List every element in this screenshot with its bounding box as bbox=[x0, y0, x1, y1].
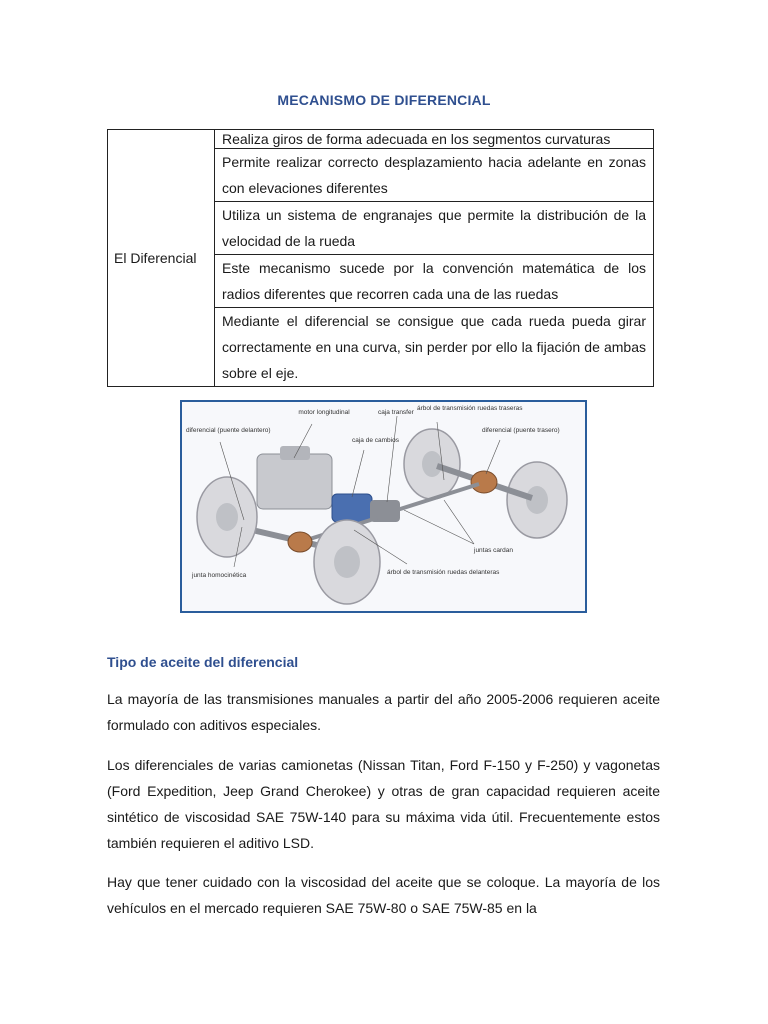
table-row: Mediante el diferencial se consigue que cada rueda pueda girar correctamente en una curva, sin perder por ello la fijación de ambas sobre el eje. bbox=[215, 308, 654, 387]
label-arbol-delanteras: árbol de transmisión ruedas delanteras bbox=[387, 569, 500, 576]
page-title: MECANISMO DE DIFERENCIAL bbox=[277, 92, 491, 108]
differential-table bbox=[107, 129, 654, 387]
section-heading: Tipo de aceite del diferencial bbox=[107, 654, 299, 670]
label-junta-homo: junta homocinética bbox=[192, 572, 247, 579]
table-header-cell: El Diferencial bbox=[108, 130, 215, 387]
label-diff-front: diferencial (puente delantero) bbox=[186, 427, 271, 434]
front-right-hub bbox=[334, 546, 360, 578]
table-row: Permite realizar correcto desplazamiento hacia adelante en zonas con elevaciones diferentes bbox=[215, 149, 654, 202]
rear-differential bbox=[471, 471, 497, 493]
table-row: Realiza giros de forma adecuada en los segmentos curvaturas bbox=[215, 130, 654, 149]
table-row: Este mecanismo sucede por la convención matemática de los radios diferentes que recorren cada una de las ruedas bbox=[215, 255, 654, 308]
label-caja-transfer: caja transfer bbox=[378, 409, 414, 416]
front-left-hub bbox=[216, 503, 238, 531]
paragraph: Los diferenciales de varias camionetas (Nissan Titan, Ford F-150 y F-250) y vagonetas (Ford Expedition, Jeep Grand Cherokee) y otras de gran capacidad requieren aceite sintético de viscosidad SAE 75W-140 para su máxima vida útil. Frecuentemente estos también requieren el aditivo LSD. bbox=[107, 757, 660, 851]
paragraph: Hay que tener cuidado con la viscosidad del aceite que se coloque. La mayoría de los vehículos en el mercado requieren SAE 75W-80 o SAE 75W-85 en la bbox=[107, 874, 660, 916]
label-diff-rear: diferencial (puente trasero) bbox=[482, 427, 560, 434]
gearbox bbox=[332, 494, 372, 522]
table-row: Utiliza un sistema de engranajes que permite la distribución de la velocidad de la rueda bbox=[215, 202, 654, 255]
engine-top bbox=[280, 446, 310, 460]
paragraph: La mayoría de las transmisiones manuales a partir del año 2005-2006 requieren aceite formulado con aditivos especiales. bbox=[107, 691, 660, 733]
drivetrain-diagram bbox=[180, 400, 587, 613]
label-juntas-cardan: juntas cardan bbox=[474, 547, 514, 554]
drivetrain-illustration bbox=[182, 402, 585, 611]
label-motor: motor longitudinal bbox=[298, 409, 350, 416]
front-differential bbox=[288, 532, 312, 552]
label-caja-cambios: caja de cambios bbox=[352, 437, 399, 444]
engine-block bbox=[257, 454, 332, 509]
label-arbol-traseras: árbol de transmisión ruedas traseras bbox=[417, 405, 523, 412]
